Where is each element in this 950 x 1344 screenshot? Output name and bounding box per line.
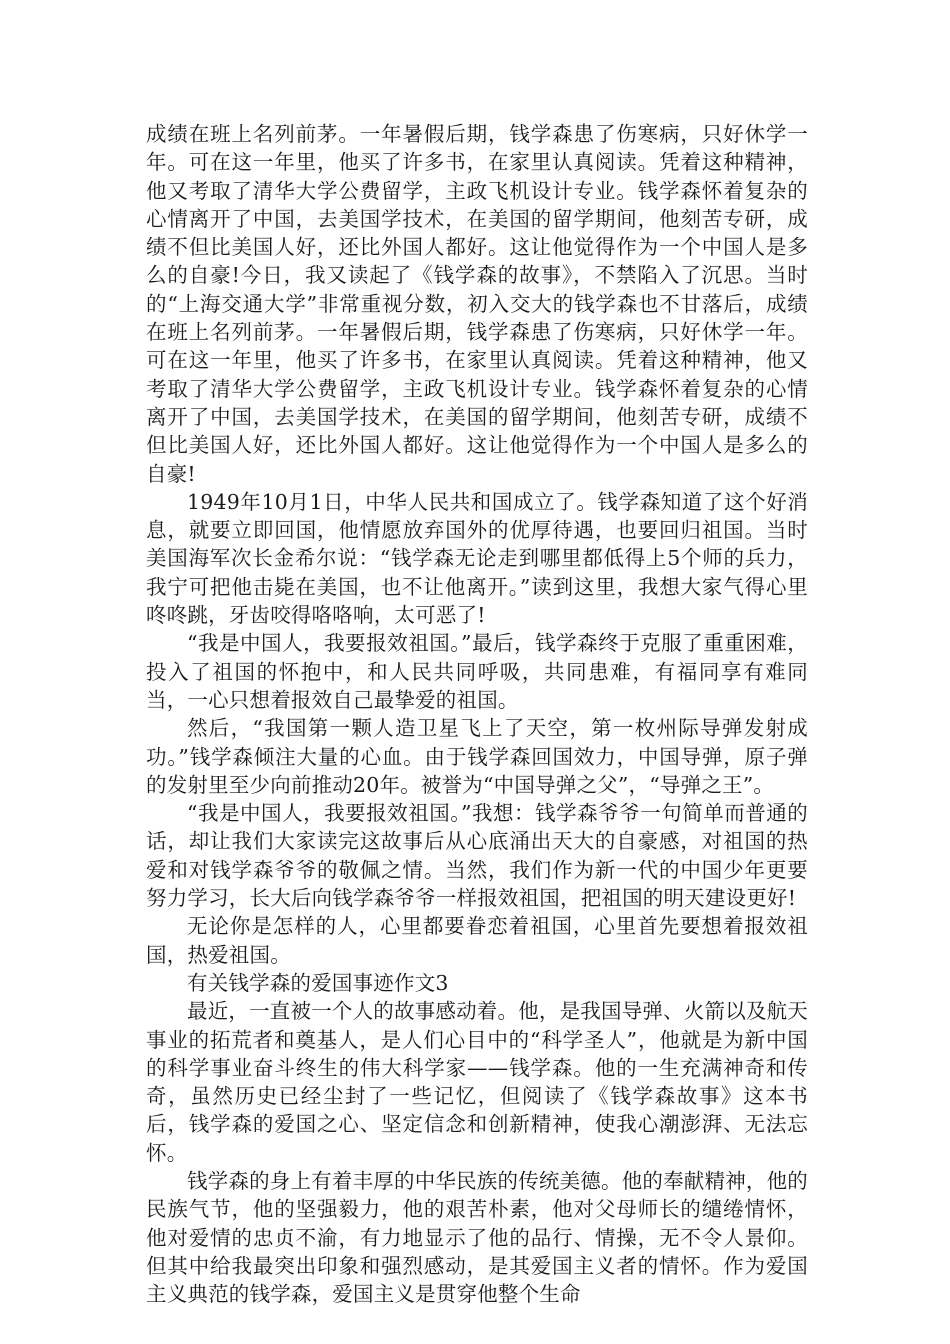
paragraph-8: 钱学森的身上有着丰厚的中华民族的传统美德。他的奉献精神，他的民族气节，他的坚强毅力，他的艰苦朴素，他对父母师长的缱绻情怀，他对爱情的忠贞不渝，有力地显示了他的品行、情操，无不令人景仰。但其中给我最突出印象和强烈感动，是其爱国主义者的情怀。作为爱国主义典范的钱学森，爱国主义是贯穿他整个生命 (146, 1168, 808, 1307)
section-heading: 有关钱学森的爱国事迹作文3 (187, 970, 449, 995)
paragraph-5: “我是中国人，我要报效祖国。”我想：钱学森爷爷一句简单而普通的话，却让我们大家读完这故事后从心底涌出天大的自豪感，对祖国的热爱和对钱学森爷爷的敬佩之情。当然，我们作为新一代的中国少年更要努力学习，长大后向钱学森爷爷一样报效祖国，把祖国的明天建设更好! (146, 801, 808, 911)
paragraph-2: 1949年10月1日，中华人民共和国成立了。钱学森知道了这个好消息，就要立即回国，他情愿放弃国外的优厚待遇，也要回归祖国。当时美国海军次长金希尔说：“钱学森无论走到哪里都低得上5个师的兵力，我宁可把他击毙在美国，也不让他离开。”读到这里，我想大家气得心里咚咚跳，牙齿咬得咯咯响，太可恶了! (146, 489, 808, 628)
paragraph-4: 然后，“我国第一颗人造卫星飞上了天空，第一枚州际导弹发射成功。”钱学森倾注大量的心血。由于钱学森回国效力，中国导弹，原子弹的发射里至少向前推动20年。被誉为“中国导弹之父”，“导弹之王”。 (146, 716, 808, 797)
paragraph-1: 成绩在班上名列前茅。一年暑假后期，钱学森患了伤寒病，只好休学一年。可在这一年里，他买了许多书，在家里认真阅读。凭着这种精神，他又考取了清华大学公费留学，主政飞机设计专业。钱学森怀着复杂的心情离开了中国，去美国学技术，在美国的留学期间，他刻苦专研，成绩不但比美国人好，还比外国人都好。这让他觉得作为一个中国人是多么的自豪!今日，我又读起了《钱学森的故事》，不禁陷入了沉思。当时的“上海交通大学”非常重视分数，初入交大的钱学森也不甘落后，成绩在班上名列前茅。一年暑假后期，钱学森患了伤寒病，只好休学一年。可在这一年里，他买了许多书，在家里认真阅读。凭着这种精神，他又考取了清华大学公费留学，主政飞机设计专业。钱学森怀着复杂的心情离开了中国，去美国学技术，在美国的留学期间，他刻苦专研，成绩不但比美国人好，还比外国人都好。这让他觉得作为一个中国人是多么的自豪! (146, 122, 808, 486)
paragraph-3: “我是中国人，我要报效祖国。”最后，钱学森终于克服了重重困难，投入了祖国的怀抱中，和人民共同呼吸，共同患难，有福同享有难同当，一心只想着报效自己最挚爱的祖国。 (146, 631, 808, 712)
document-body (146, 120, 808, 1308)
paragraph-6: 无论你是怎样的人，心里都要眷恋着祖国，心里首先要想着报效祖国，热爱祖国。 (146, 914, 808, 967)
paragraph-7: 最近，一直被一个人的故事感动着。他，是我国导弹、火箭以及航天事业的拓荒者和奠基人，是人们心目中的“科学圣人”，他就是为新中国的科学事业奋斗终生的伟大科学家——钱学森。他的一生充满神奇和传奇，虽然历史已经尘封了一些记忆，但阅读了《钱学森故事》这本书后，钱学森的爱国之心、坚定信念和创新精神，使我心潮澎湃、无法忘怀。 (146, 999, 808, 1165)
